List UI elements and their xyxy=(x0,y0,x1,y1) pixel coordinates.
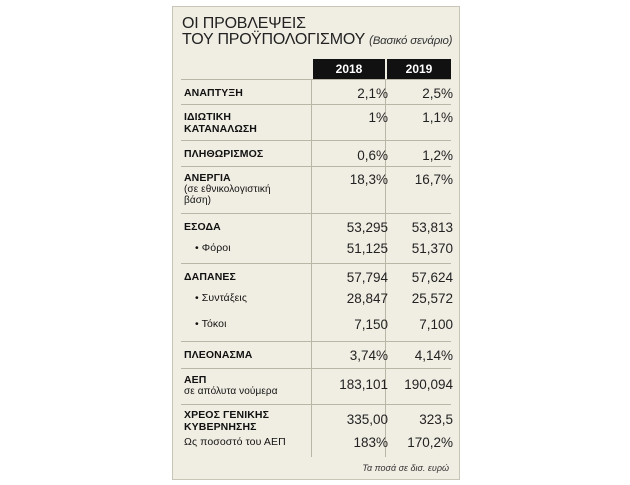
value-2019: 16,7% xyxy=(414,172,453,187)
value-2018: 57,794 xyxy=(346,270,388,285)
value-2018: 3,74% xyxy=(349,348,388,363)
title-subtitle: (Βασικό σενάριο) xyxy=(369,35,453,47)
table-row-surplus xyxy=(181,341,451,369)
row-label: ΠΛΗΘΩΡΙΣΜΟΣ xyxy=(184,148,264,160)
row-label: ΧΡΕΟΣ ΓΕΝΙΚΗΣ ΚΥΒΕΡΝΗΣΗΣ xyxy=(184,409,269,433)
row-label: • Τόκοι xyxy=(195,318,227,330)
table-row-unemployment xyxy=(181,166,451,214)
value-2018: 0,6% xyxy=(357,148,388,163)
value-2018: 183% xyxy=(353,435,388,450)
table-title xyxy=(182,16,452,49)
value-2019: 51,370 xyxy=(411,241,453,256)
value-2018: 335,00 xyxy=(346,412,388,427)
value-2018: 7,150 xyxy=(354,317,388,332)
value-2019: 323,5 xyxy=(419,412,453,427)
header-year-2018: 2018 xyxy=(313,59,385,79)
value-2018: 183,101 xyxy=(339,377,388,392)
value-2019: 7,100 xyxy=(419,317,453,332)
table-row-gdp xyxy=(181,368,451,405)
table-row-inflation xyxy=(181,140,451,167)
value-2018: 53,295 xyxy=(346,220,388,235)
title-line-2: ΤΟΥ ΠΡΟΫΠΟΛΟΓΙΣΜΟΥ xyxy=(182,31,366,48)
budget-forecast-table xyxy=(172,6,460,480)
footnote: Τα ποσά σε δισ. ευρώ xyxy=(362,463,449,473)
row-label: • Συντάξεις xyxy=(195,292,248,304)
value-2018: 28,847 xyxy=(346,291,388,306)
table-row-pensions xyxy=(181,287,451,311)
table-row-public-debt xyxy=(181,404,451,431)
row-label: • Φόροι xyxy=(195,242,231,254)
row-label: ΕΣΟΔΑ xyxy=(184,221,221,233)
value-2019: 170,2% xyxy=(407,435,453,450)
value-2019: 25,572 xyxy=(411,291,453,306)
table-row-debt-pct-gdp xyxy=(181,430,451,455)
header-year-2019: 2019 xyxy=(387,59,451,79)
row-label: ΔΑΠΑΝΕΣ xyxy=(184,271,236,283)
value-2019: 57,624 xyxy=(411,270,453,285)
table-row-taxes xyxy=(181,237,451,261)
title-line-1: ΟΙ ΠΡΟΒΛΕΨΕΙΣ xyxy=(182,15,306,32)
row-label: ΠΛΕΟΝΑΣΜΑ xyxy=(184,349,253,361)
value-2018: 1% xyxy=(368,110,388,125)
table-row-growth xyxy=(181,79,451,105)
value-2018: 51,125 xyxy=(346,241,388,256)
table-row-interest xyxy=(181,311,451,341)
row-label: ΑΝΑΠΤΥΞΗ xyxy=(184,87,243,99)
row-label: ΑΝΕΡΓΙΑ (σε εθνικολογιστική βάση) xyxy=(184,172,271,206)
value-2019: 53,813 xyxy=(411,220,453,235)
value-2019: 2,5% xyxy=(422,86,453,101)
table-row-expenses xyxy=(181,263,451,288)
table-row-revenue xyxy=(181,213,451,238)
table-row-private-consumption xyxy=(181,104,451,141)
row-label: ΙΔΙΩΤΙΚΗ ΚΑΤΑΝΑΛΩΣΗ xyxy=(184,111,257,135)
value-2019: 1,1% xyxy=(422,110,453,125)
value-2018: 2,1% xyxy=(357,86,388,101)
row-label: Ως ποσοστό του ΑΕΠ xyxy=(184,436,286,448)
row-label: ΑΕΠ σε απόλυτα νούμερα xyxy=(184,374,278,397)
value-2018: 18,3% xyxy=(349,172,388,187)
value-2019: 4,14% xyxy=(414,348,453,363)
value-2019: 190,094 xyxy=(404,377,453,392)
value-2019: 1,2% xyxy=(422,148,453,163)
